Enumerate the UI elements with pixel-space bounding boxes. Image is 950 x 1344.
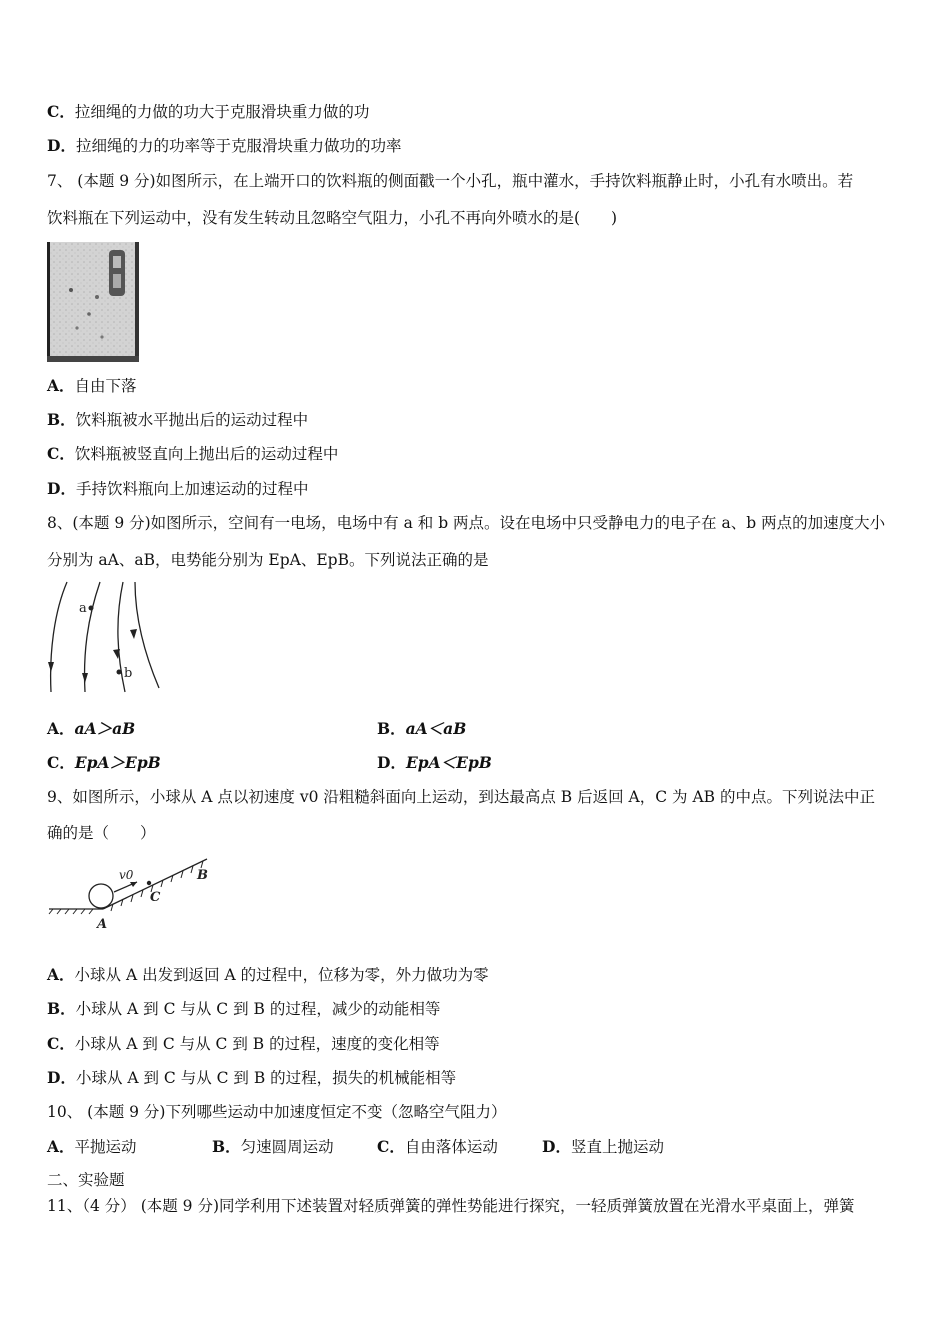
q9-incline-figure — [45, 853, 215, 935]
q9-point-c-label: C — [150, 890, 161, 905]
q10-option-d: D．竖直上抛运动 — [542, 1137, 664, 1156]
q7-bottle-photo — [47, 242, 139, 362]
q9-option-a: A．小球从 A 出发到返回 A 的过程中，位移为零，外力做功为零 — [47, 965, 489, 984]
q8-point-b-label: b — [124, 666, 133, 681]
q8-stem-line1: 8、(本题 9 分)如图所示，空间有一电场，电场中有 a 和 b 两点。设在电场中只受静电力的电子在 a、b 两点的加速度大小 — [47, 514, 886, 532]
q8-option-c: C．EpA＞EpB — [47, 753, 161, 772]
q9-option-b: B．小球从 A 到 C 与从 C 到 B 的过程，减少的动能相等 — [47, 999, 441, 1018]
section-title: 二、实验题 — [47, 1171, 125, 1189]
q10-option-a: A．平抛运动 — [47, 1137, 137, 1156]
q9-stem-line1: 9、如图所示，小球从 A 点以初速度 v0 沿粗糙斜面向上运动，到达最高点 B 后返回 A，C 为 AB 的中点。下列说法中正 — [47, 788, 875, 806]
q9-option-d: D．小球从 A 到 C 与从 C 到 B 的过程，损失的机械能相等 — [47, 1068, 457, 1087]
q8-option-a: A．aA＞aB — [47, 719, 136, 738]
q9-option-c: C．小球从 A 到 C 与从 C 到 B 的过程，速度的变化相等 — [47, 1034, 440, 1053]
q7-option-d: D．手持饮料瓶向上加速运动的过程中 — [47, 479, 309, 498]
q10-stem: 10、 (本题 9 分)下列哪些运动中加速度恒定不变（忽略空气阻力） — [47, 1103, 507, 1121]
q9-point-b-label: B — [197, 868, 208, 883]
q9-stem-line2: 确的是（ ） — [47, 824, 156, 842]
q8-stem-line2: 分别为 aA、aB，电势能分别为 EpA、EpB。下列说法正确的是 — [47, 551, 489, 569]
q8-point-a-label: a — [79, 601, 87, 616]
q8-electric-field-figure — [45, 580, 165, 695]
q6-option-d: D．拉细绳的力的功率等于克服滑块重力做功的功率 — [47, 136, 402, 155]
q10-option-b: B．匀速圆周运动 — [212, 1137, 334, 1156]
q9-v0-label: v0 — [119, 868, 134, 882]
q8-option-d: D．EpA＜EpB — [377, 753, 492, 772]
q7-stem-line2: 饮料瓶在下列运动中，没有发生转动且忽略空气阻力，小孔不再向外喷水的是( ) — [47, 209, 618, 227]
q9-point-a-label: A — [97, 917, 108, 932]
q8-option-b: B．aA＜aB — [377, 719, 467, 738]
q6-option-c: C．拉细绳的力做的功大于克服滑块重力做的功 — [47, 102, 370, 121]
q10-option-c: C．自由落体运动 — [377, 1137, 498, 1156]
q7-option-a: A．自由下落 — [47, 376, 137, 395]
q7-option-c: C．饮料瓶被竖直向上抛出后的运动过程中 — [47, 444, 339, 463]
q7-option-b: B．饮料瓶被水平抛出后的运动过程中 — [47, 410, 309, 429]
q11-stem: 11、（4 分） (本题 9 分)同学利用下述装置对轻质弹簧的弹性势能进行探究，一轻质弹簧放置在光滑水平桌面上，弹簧 — [47, 1197, 855, 1215]
q7-stem-line1: 7、 (本题 9 分)如图所示，在上端开口的饮料瓶的侧面戳一个小孔，瓶中灌水，手持饮料瓶静止时，小孔有水喷出。若 — [47, 172, 854, 190]
